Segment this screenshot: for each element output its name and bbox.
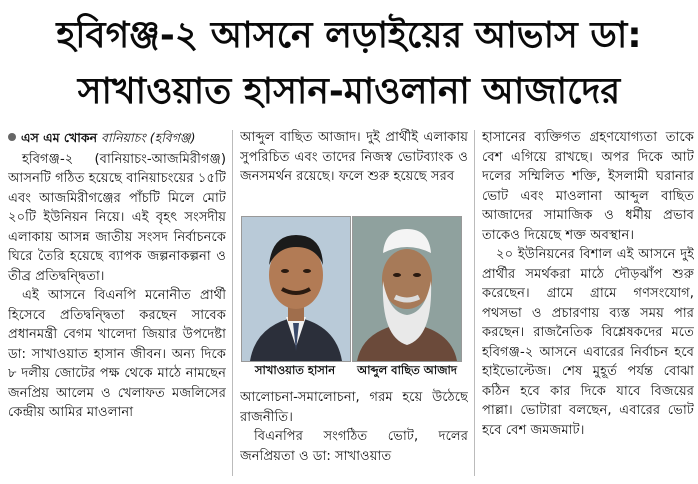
article-column-2-top [240,128,468,208]
candidate-photo-sakhawat [241,216,351,362]
paragraph: হাসানের ব্যক্তিগত গ্রহণযোগ্যতা তাকে বেশ এগিয়ে রাখছে। অপর দিকে আট দলের সম্মিলিত শক্তি, ইসলামী ঘরানার ভোট এবং মাওলানা আব্দুল বাছিত আজাদের সামাজিক ও ধর্মীয় প্রভাব তাকেও দিয়েছে শক্ত অবস্থান। [482,130,694,243]
candidate-photo-azad [352,216,462,362]
paragraph: বিএনপির সংগঠিত ভোট, দলের জনপ্রিয়তা ও ডা: সাখাওয়াত [240,429,468,464]
reporter-name: এস এম খোকন [21,130,98,145]
portrait-illustration [242,217,350,361]
paragraph: আলোচনা-সমালোচনা, গরম হয়ে উঠেছে রাজনীতি। [240,390,468,425]
headline-line-1: হবিগঞ্জ-২ আসনে লড়াইয়ের আভাস ডা: [56,15,642,56]
headline-line-2: সাখাওয়াত হাসান-মাওলানা আজাদের [77,71,621,112]
article-column-1 [8,128,226,478]
reporter-location: বানিয়াচং (হবিগঞ্জ) [101,130,196,145]
article-column-3 [482,128,694,478]
portrait-illustration [353,217,461,361]
bullet-icon [8,133,16,141]
paragraph: আব্দুল বাছিত আজাদ। দুই প্রার্থীই এলাকায় সুপরিচিত এবং তাদের নিজস্ব ভোটব্যাংক ও জনসমর্থন রয়েছে। ফলে শুরু হয়েছে সরব [240,130,468,184]
photo-caption-right: আব্দুল বাছিত আজাদ [357,363,457,377]
column-divider [232,130,233,476]
article-column-2-bottom [240,388,468,478]
paragraph: হবিগঞ্জ-২ (বানিয়াচং-আজমিরীগঞ্জ) আসনটি গঠিত হয়েছে বানিয়াচংয়ের ১৫টি এবং আজমিরীগঞ্জের পাঁচটি মিলে মোট ২০টি ইউনিয়ন নিয়ে। এই বৃহৎ সংসদীয় এলাকায় আসন্ন জাতীয় সংসদ নির্বাচনকে ঘিরে তৈরি হয়েছে ব্যাপক জল্পনাকল্পনা ও তীব্র প্রতিদ্বন্দ্বিতা। [8,151,226,284]
byline [8,128,226,148]
column-divider [474,130,475,476]
paragraph: ২০ ইউনিয়নের বিশাল এই আসনে দুই প্রার্থীর সমর্থকরা মাঠে দৌড়ঝাঁপ শুরু করেছেন। গ্রামে গ্রামে গণসংযোগ, পথসভা ও প্রচারণায় ব্যস্ত সময় পার করছেন। রাজনৈতিক বিশ্লেষকদের মতে হবিগঞ্জ-২ আসনে এবারের নির্বাচন হবে হাইভোল্টেজ। শেষ মুহূর্ত পর্যন্ত বোঝা কঠিন হবে কার দিকে যাবে বিজয়ের পাল্লা। ভোটারা বলছেন, এবারের ভোট হবে বেশ জমজমাট। [482,247,694,438]
photo-caption-left: সাখাওয়াত হাসান [254,363,336,377]
paragraph: এই আসনে বিএনপি মনোনীত প্রার্থী হিসেবে প্রতিদ্বন্দ্বিতা করছেন সাবেক প্রধানমন্ত্রী বেগম খালেদা জিয়ার উপদেষ্টা ডা: সাখাওয়াত হাসান জীবন। অন্য দিকে ৮ দলীয় জোটের পক্ষ থেকে মাঠে নামছেন জনপ্রিয় আলেম ও খেলাফত মজলিসের কেন্দ্রীয় আমির মাওলানা [8,288,226,420]
